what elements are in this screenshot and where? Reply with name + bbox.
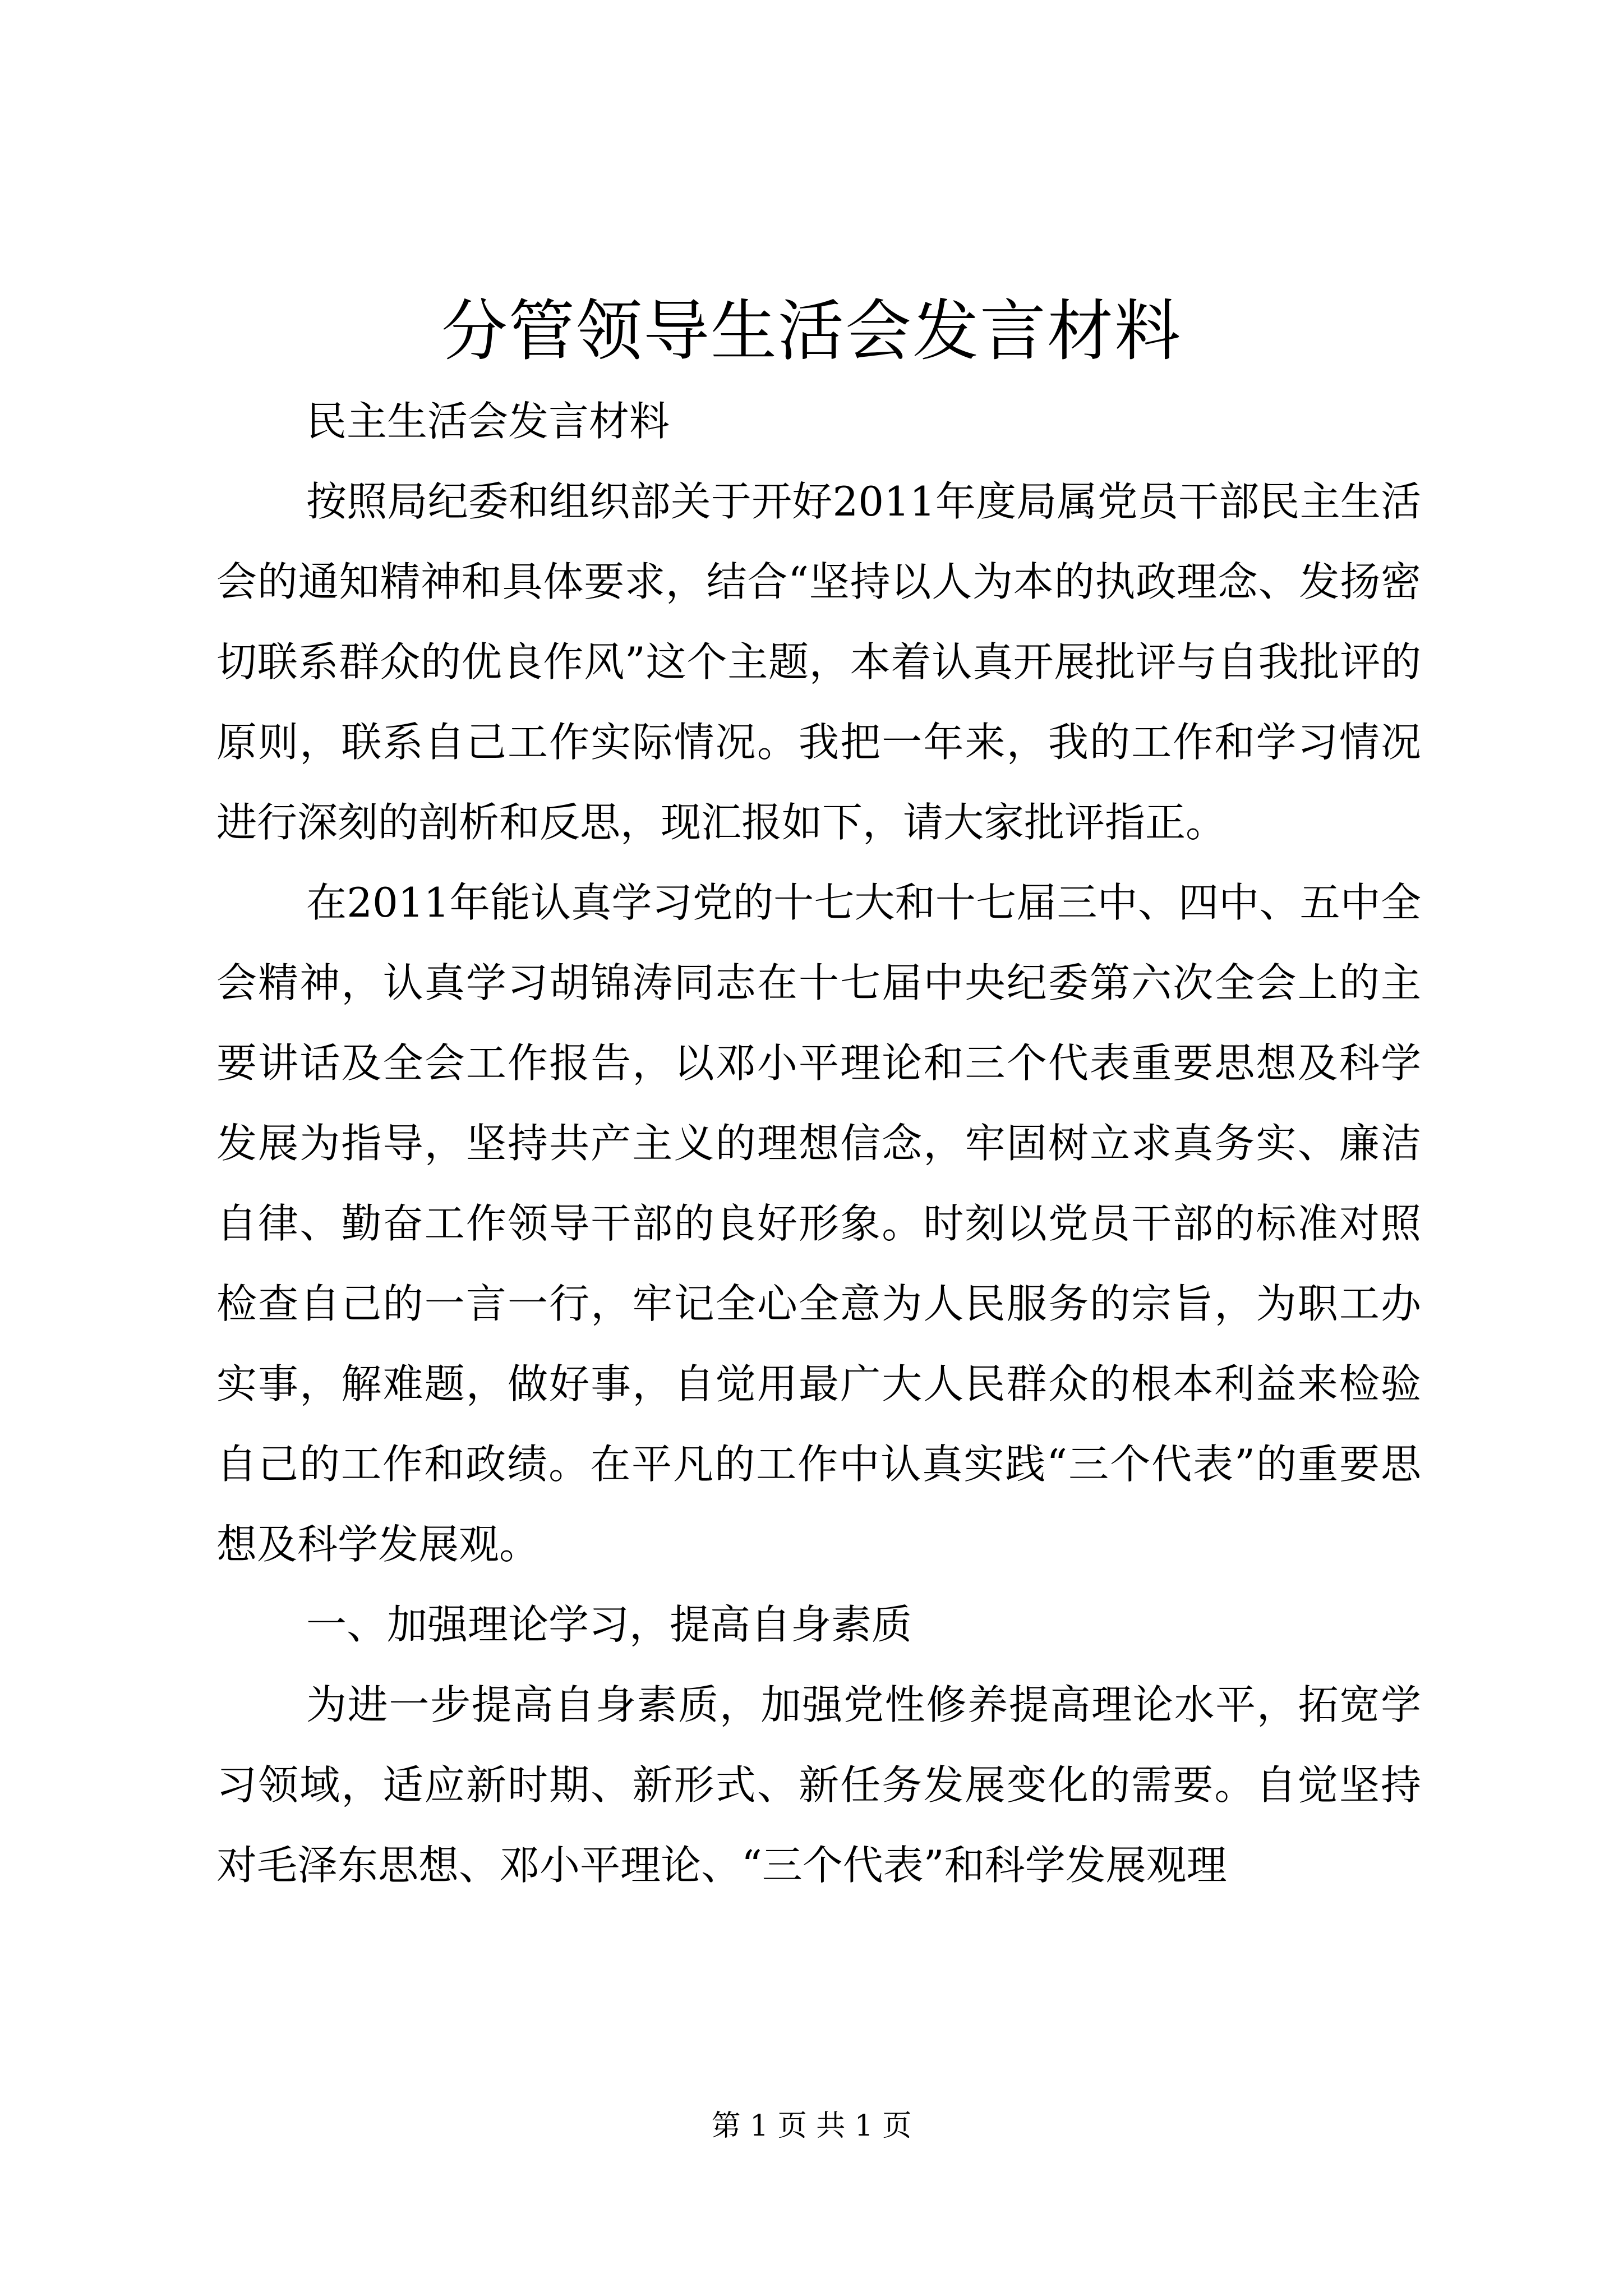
- paragraph-section-1: 为进一步提高自身素质，加强党性修养提高理论水平，拓宽学习领域，适应新时期、新形式、新任务发展变化的需要。自觉坚持对毛泽东思想、邓小平理论、“三个代表”和科学发展观理: [216, 1681, 1421, 1889]
- paragraph-subtitle: 民主生活会发言材料: [306, 398, 670, 445]
- section-heading-1: 一、加强理论学习，提高自身素质: [306, 1601, 912, 1648]
- page-footer: 第 1 页 共 1 页: [711, 2109, 912, 2143]
- paragraph-intro: 按照局纪委和组织部关于开好2011年度局属党员干部民主生活会的通知精神和具体要求，结合“坚持以人为本的执政理念、发扬密切联系群众的优良作风”这个主题，本着认真开展批评与自我批评的原则，联系自己工作实际情况。我把一年来，我的工作和学习情况进行深刻的剖析和反思，现汇报如下，请大家批评指正。: [216, 478, 1421, 846]
- document-title: 分管领导生活会发言材料: [441, 292, 1182, 370]
- document-body: [216, 381, 1421, 1906]
- paragraph-study-2011: 在2011年能认真学习党的十七大和十七届三中、四中、五中全会精神，认真学习胡锦涛同志在十七届中央纪委第六次全会上的主要讲话及全会工作报告，以邓小平理论和三个代表重要思想及科学发展为指导，坚持共产主义的理想信念，牢固树立求真务实、廉洁自律、勤奋工作领导干部的良好形象。时刻以党员干部的标准对照检查自己的一言一行，牢记全心全意为人民服务的宗旨，为职工办实事，解难题，做好事，自觉用最广大人民群众的根本利益来检验自己的工作和政绩。在平凡的工作中认真实践“三个代表”的重要思想及科学发展观。: [216, 879, 1421, 1568]
